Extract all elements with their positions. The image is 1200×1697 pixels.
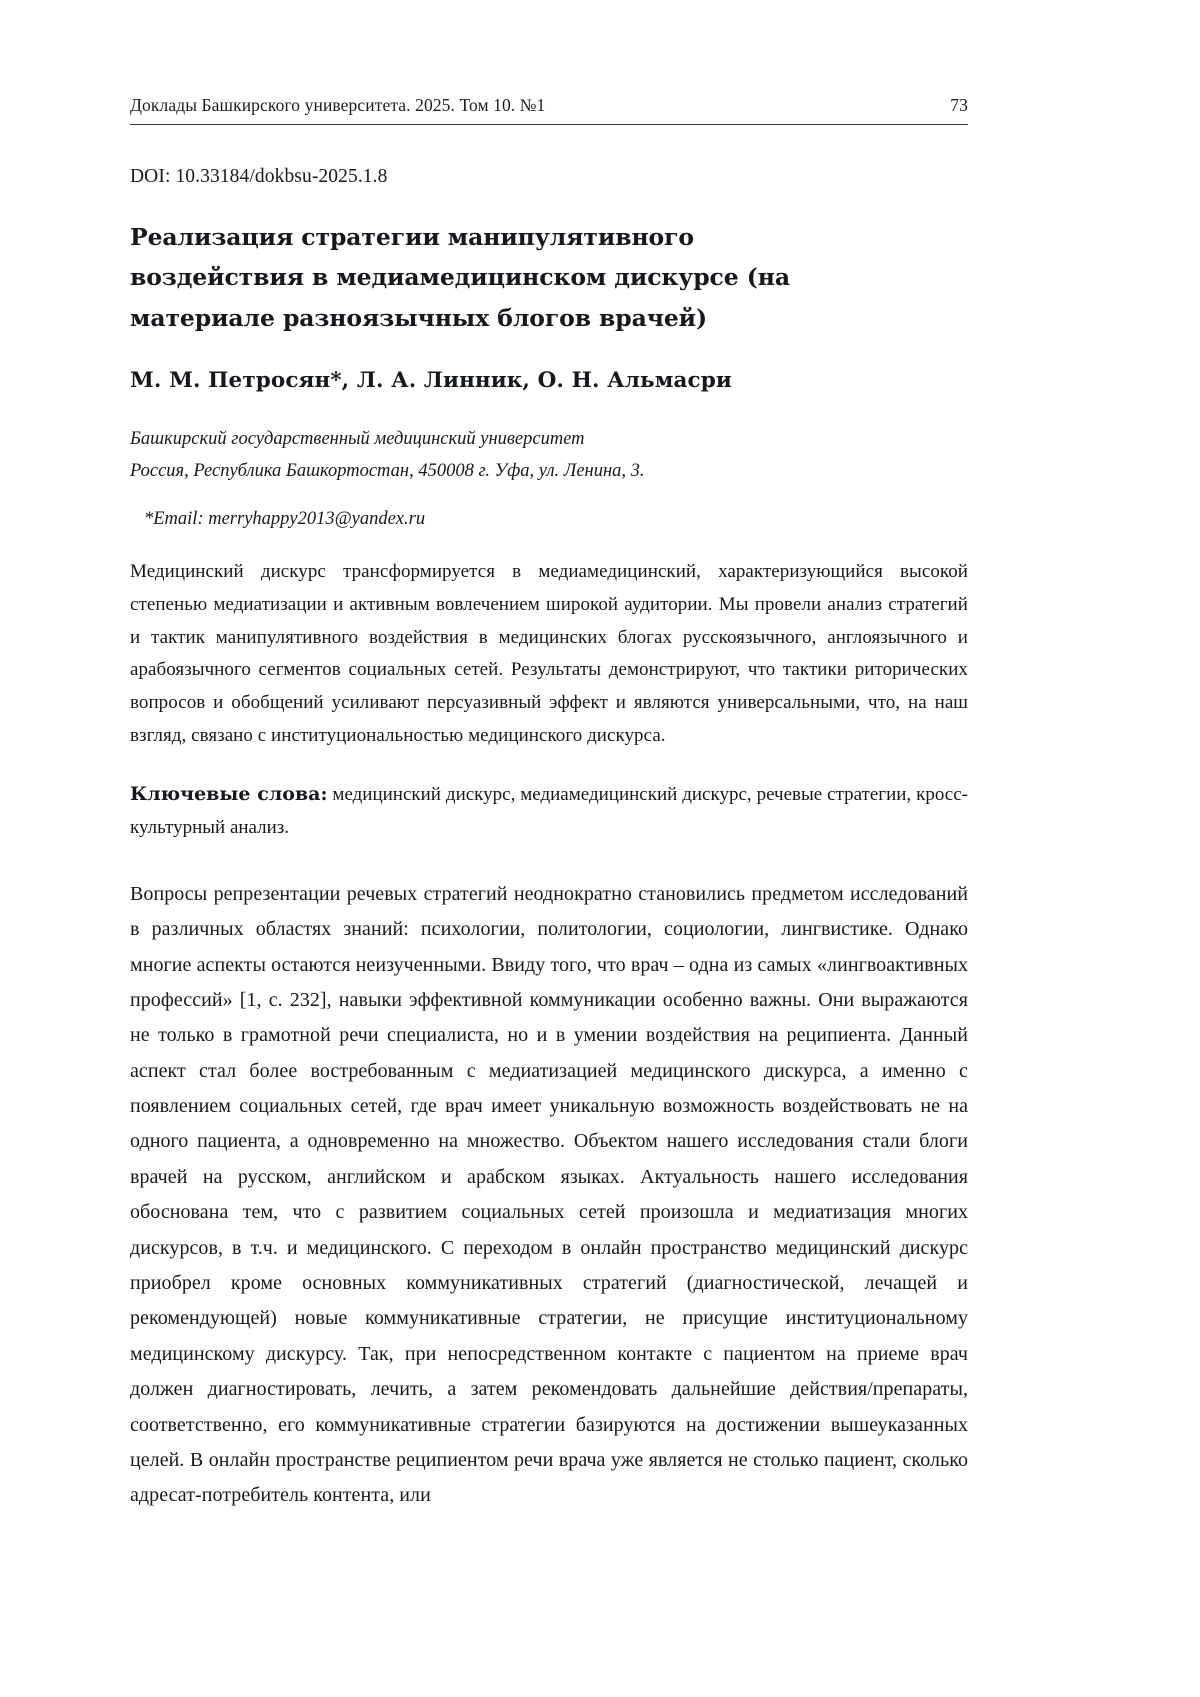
affiliation-institution: Башкирский государственный медицинский университет <box>130 429 585 450</box>
abstract-text: Медицинский дискурс трансформируется в медиамедицинский, характеризующийся высокой степенью медиатизации и активным вовлечением широкой аудитории. Мы провели анализ стратегий и тактик манипулятивного воздействия в медицинских блогах русскоязычного, англоязычного и арабоязычного сегментов социальных сетей. Результаты демонстрируют, что тактики риторических вопросов и обобщений усиливают персуазивный эффект и являются универсальными, что, на наш взгляд, связано с институциональностью медицинского дискурса. <box>130 560 968 747</box>
affiliation-address: Россия, Республика Башкортостан, 450008 г. Уфа, ул. Ленина, 3. <box>130 461 645 482</box>
page-number: 73 <box>950 95 968 115</box>
page-content <box>130 95 968 1514</box>
page-title: Реализация стратегии манипулятивного воздействия в медиамедицинском дискурсе (на материале разноязычных блогов врачей) <box>130 223 790 332</box>
keywords-text: медицинский дискурс, медиамедицинский дискурс, речевые стратегии, кросс-культурный анализ. <box>130 784 969 838</box>
journal-title: Доклады Башкирского университета. 2025. Том 10. №1 <box>130 95 546 115</box>
body-text <box>130 877 968 1514</box>
doi-line: DOI: 10.33184/dokbsu-2025.1.8 <box>130 166 388 187</box>
body-paragraph: Вопросы репрезентации речевых стратегий неоднократно становились предметом исследований в различных областях знаний: психологии, политологии, социологии, лингвистике. Однако многие аспекты остаются неизученными. Ввиду того, что врач – одна из самых «лингвоактивных профессий» [1, с. 232], навыки эффективной коммуникации особенно важны. Они выражаются не только в грамотной речи специалиста, но и в умении воздействия на реципиента. Данный аспект стал более востребованным с медиатизацией медицинского дискурса, а именно с появлением социальных сетей, где врач имеет уникальную возможность воздействовать не на одного пациента, а одновременно на множество. Объектом нашего исследования стали блоги врачей на русском, английском и арабском языках. Актуальность нашего исследования обоснована тем, что с развитием социальных сетей произошла и медиатизация многих дискурсов, в т.ч. и медицинского. С переходом в онлайн пространство медицинский дискурс приобрел кроме основных коммуникативных стратегий (диагностической, лечащей и рекомендующей) новые коммуникативные стратегии, не присущие институциональному медицинскому дискурсу. Так, при непосредственном контакте с пациентом на приеме врач должен диагностировать, лечить, а затем рекомендовать дальнейшие действия/препараты, соответственно, его коммуникативные стратегии базируются на достижении вышеуказанных целей. В онлайн пространстве реципиентом речи врача уже является не столько пациент, сколько адресат-потребитель контента, или <box>130 882 968 1507</box>
running-head <box>130 95 968 125</box>
author-list: М. М. Петросян*, Л. А. Линник, О. Н. Альмасри <box>130 368 732 394</box>
corresponding-email: *Email: merryhappy2013@yandex.ru <box>144 508 426 529</box>
affiliation <box>130 424 968 488</box>
keywords-block <box>130 778 968 845</box>
keywords-label: Ключевые слова: <box>130 783 328 805</box>
